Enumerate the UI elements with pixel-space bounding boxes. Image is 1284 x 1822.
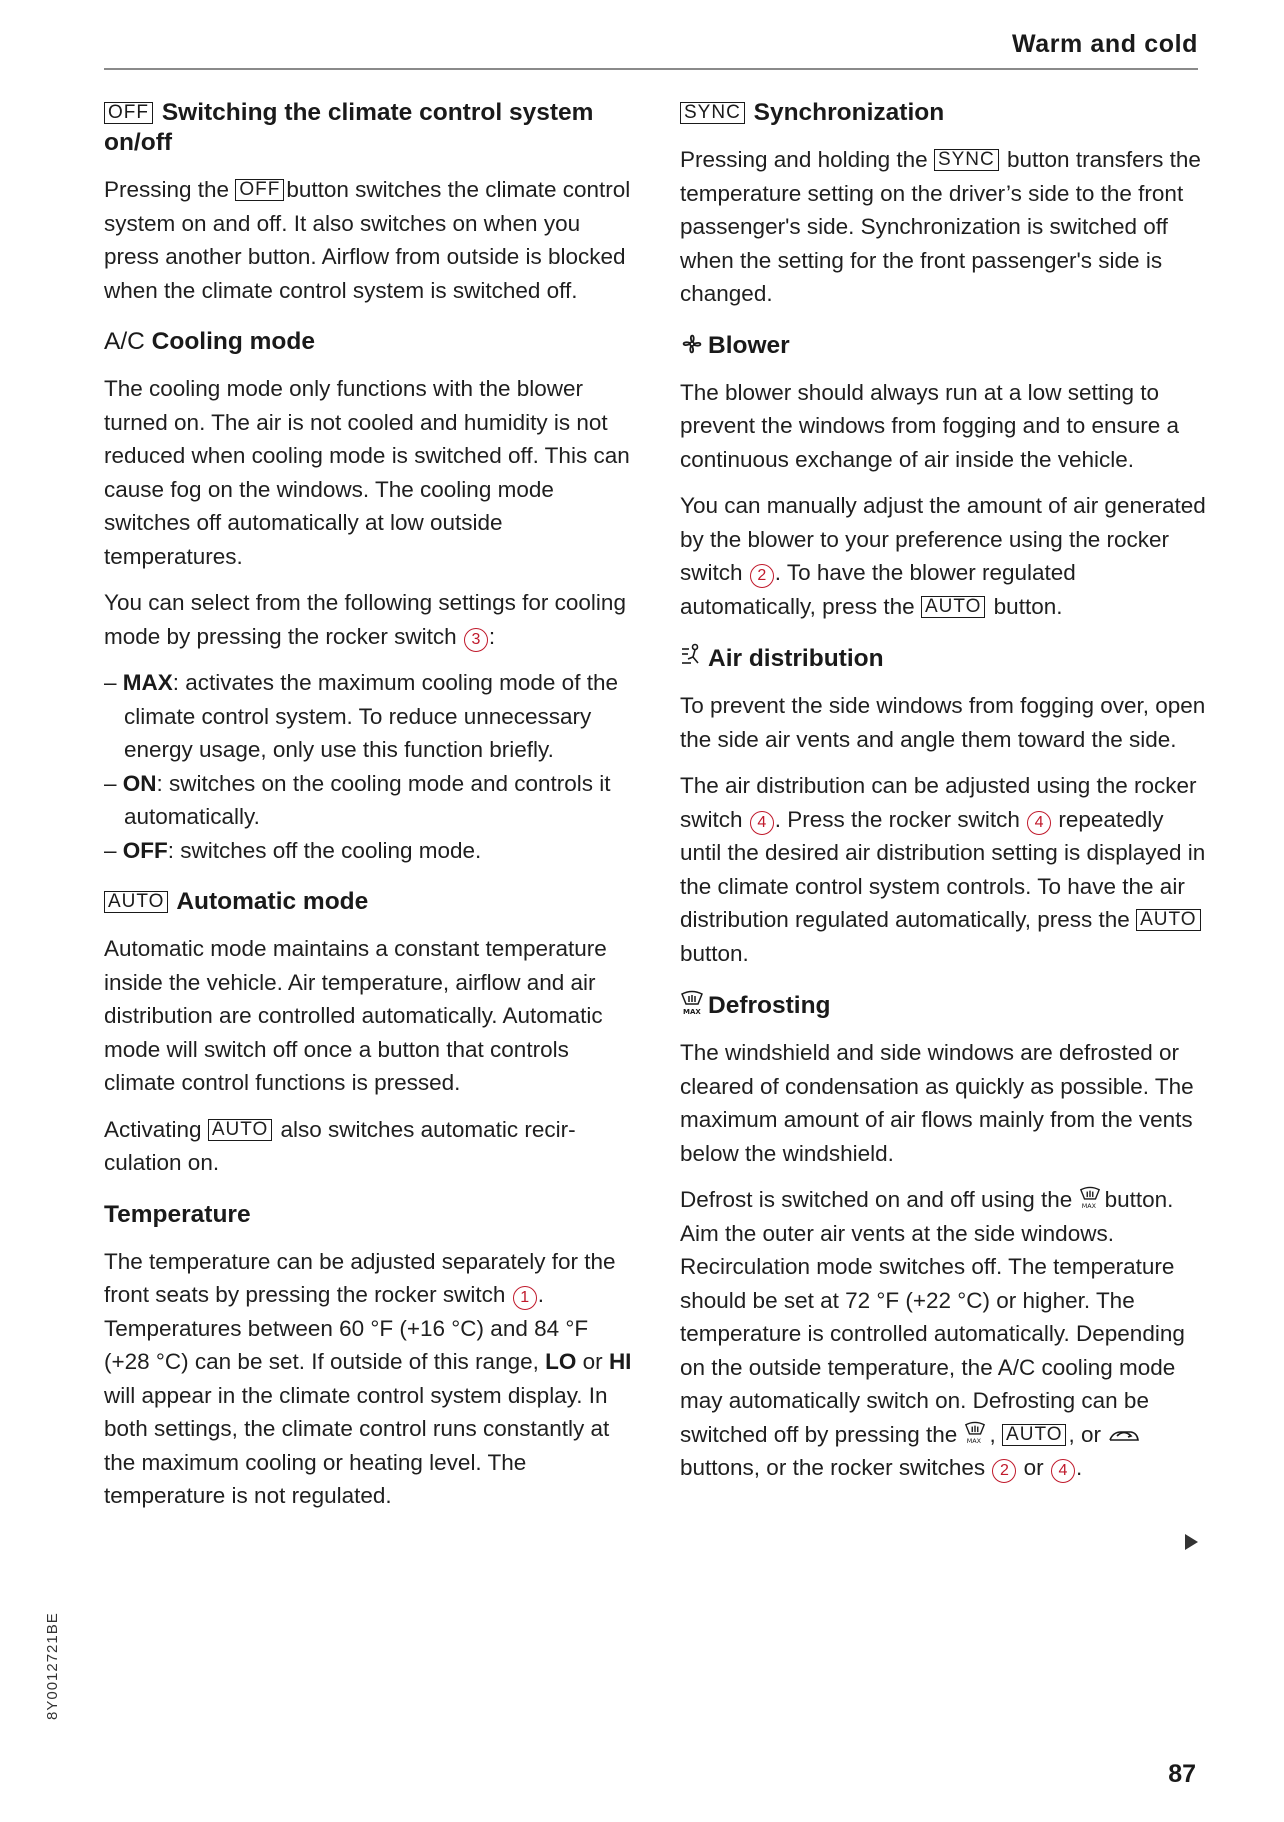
text: : bbox=[488, 623, 496, 649]
section-temperature bbox=[104, 1200, 634, 1513]
section-synchronization bbox=[680, 98, 1210, 311]
heading-air-distribution bbox=[680, 643, 1210, 674]
list-text: : activates the maximum cooling mode of the climate control system. To reduce unnecessary energy usage, only use this function briefly. bbox=[124, 670, 618, 762]
paragraph: Automatic mode maintains a constant temperature inside the vehicle. Air temperature, airflow and air distribution are controlled automatically. Automatic mode will switch off once a button that controls climate control functions is pressed. bbox=[104, 936, 607, 1095]
text: button. bbox=[680, 940, 749, 966]
paragraph bbox=[104, 1113, 634, 1180]
list-item: – OFF: switches off the cooling mode. bbox=[104, 837, 482, 863]
callout-number-4: 4 bbox=[1051, 1459, 1075, 1483]
paragraph bbox=[104, 1245, 634, 1513]
text: . bbox=[1075, 1455, 1083, 1480]
paragraph bbox=[680, 489, 1210, 623]
paragraph: The cooling mode only functions with the blower turned on. The air is not cooled and humidity is not reduced when cooling mode is switched off. This can cause fog on the windows. The cooling mode switches off automatically at low outside temperatures. bbox=[104, 376, 630, 569]
heading-automatic-mode bbox=[104, 887, 634, 917]
text: . Press the rocker switch bbox=[774, 806, 1020, 832]
sync-key-label: SYNC bbox=[934, 149, 999, 171]
paragraph: To prevent the side windows from fogging over, open the side air vents and angle them toward the side. bbox=[680, 693, 1206, 752]
cooling-settings-list bbox=[104, 666, 634, 867]
paragraph bbox=[680, 1183, 1210, 1485]
list-text: : switches on the cooling mode and controls it automatically. bbox=[124, 770, 611, 829]
text: , bbox=[989, 1421, 996, 1447]
svg-text:MAX: MAX bbox=[1081, 1202, 1096, 1210]
defrost-max-icon bbox=[680, 990, 704, 1016]
text: Pressing and holding the bbox=[680, 147, 928, 172]
text: The temperature can be adjusted separately for the front seats by pressing the rocker switch bbox=[104, 1248, 616, 1307]
text: You can select from the following settings for cooling mode by pressing the rocker switch bbox=[104, 590, 626, 649]
text: buttons, or the rocker switches bbox=[680, 1455, 986, 1480]
list-item: – MAX: activates the maximum cooling mode of the climate control system. To reduce unnecessary energy usage, only use this function briefly. bbox=[104, 670, 618, 762]
text: You can manually adjust the amount of air generated by the blower to your preference using the rocker switch bbox=[680, 493, 1206, 585]
heading-switching-onoff bbox=[104, 98, 634, 158]
auto-key-label: AUTO bbox=[1002, 1424, 1066, 1446]
heading-text: Automatic mode bbox=[176, 888, 369, 915]
callout-number-2: 2 bbox=[750, 564, 774, 588]
auto-key-label: AUTO bbox=[921, 596, 985, 618]
paragraph bbox=[104, 173, 634, 307]
paragraph bbox=[680, 143, 1210, 311]
list-item: – ON: switches on the cooling mode and controls it automatically. bbox=[104, 770, 611, 829]
auto-key-label: AUTO bbox=[208, 1119, 272, 1141]
air-distribution-icon bbox=[680, 643, 704, 669]
sync-key-label: SYNC bbox=[680, 102, 745, 124]
fan-icon bbox=[680, 332, 704, 356]
heading-text: Synchronization bbox=[753, 99, 945, 126]
section-defrosting bbox=[680, 990, 1210, 1485]
ac-label: A/C bbox=[104, 328, 145, 355]
left-column bbox=[104, 98, 634, 1533]
section-header-title: Warm and cold bbox=[1011, 30, 1198, 58]
heading-cooling-mode bbox=[104, 327, 634, 357]
heading-text: Blower bbox=[708, 331, 790, 359]
paragraph: The blower should always run at a low setting to prevent the windows from fogging and to ensure a continuous exchange of air inside the vehicle. bbox=[680, 379, 1180, 472]
heading-temperature: Temperature bbox=[104, 1200, 251, 1228]
auto-key-label: AUTO bbox=[104, 891, 168, 913]
text: . Temperatures between 60 °F (+16 °C) and 84 °F (+28 °C) can be set. If outside of this range, bbox=[104, 1282, 589, 1374]
text: will appear in the climate control system display. In both settings, the climate control runs constantly at the maximum cooling or heating level. The temperature is not regulated. bbox=[104, 1382, 610, 1508]
section-cooling-mode bbox=[104, 327, 634, 867]
defrost-max-icon bbox=[964, 1421, 986, 1445]
heading-text: Defrosting bbox=[708, 992, 831, 1019]
text: repeatedly until the desired air distribution setting is displayed in the climate control system controls. To have the air distribution regulated automatically, press the bbox=[680, 806, 1206, 932]
svg-text:MAX: MAX bbox=[683, 1008, 701, 1016]
text: or bbox=[1023, 1455, 1044, 1480]
text: button. bbox=[993, 593, 1063, 619]
text: Activating bbox=[104, 1116, 202, 1142]
text: button transfers the temperature setting on the driver’s side to the front passenger's side. Synchronization is switched off when the setting for the front passenger's side is changed. bbox=[680, 147, 1201, 306]
text: Defrost is switched on and off using the bbox=[680, 1187, 1073, 1212]
heading-synchronization bbox=[680, 98, 1210, 128]
text: button switches the climate control system on and off. It also switches on when you press another button. Airflow from outside is blocked when the climate control system is switched off. bbox=[104, 177, 631, 303]
auto-key-label: AUTO bbox=[1136, 909, 1200, 931]
off-key-label: OFF bbox=[104, 102, 153, 124]
right-column bbox=[680, 98, 1210, 1505]
paragraph bbox=[680, 769, 1210, 970]
paragraph bbox=[104, 586, 634, 653]
document-code: 8Y0012721BE bbox=[44, 1612, 61, 1720]
callout-number-4: 4 bbox=[1027, 811, 1051, 835]
section-air-distribution bbox=[680, 643, 1210, 970]
callout-number-4: 4 bbox=[750, 811, 774, 835]
heading-text: Cooling mode bbox=[151, 328, 315, 355]
page-number: 87 bbox=[1168, 1760, 1196, 1788]
section-switching-onoff bbox=[104, 98, 634, 307]
paragraph: The windshield and side windows are defrosted or cleared of condensation as quickly as possible. The maximum amount of air flows mainly from the vents below the windshield. bbox=[680, 1040, 1194, 1166]
text: or bbox=[582, 1349, 603, 1374]
list-text: : switches off the cooling mode. bbox=[167, 837, 482, 863]
text: Pressing the bbox=[104, 177, 230, 202]
list-term: OFF bbox=[122, 837, 168, 863]
header-divider bbox=[104, 68, 1198, 70]
defrost-max-icon bbox=[1079, 1186, 1101, 1210]
lo-label: LO bbox=[545, 1349, 577, 1374]
heading-defrosting bbox=[680, 990, 1210, 1021]
callout-number-2: 2 bbox=[992, 1459, 1016, 1483]
section-automatic-mode bbox=[104, 887, 634, 1180]
heading-text: Switching the climate control system on/off bbox=[104, 99, 594, 156]
text: . To have the blower regulated automatically, press the bbox=[680, 560, 1076, 619]
text: The air distribution can be adjusted using the rocker switch bbox=[680, 773, 1197, 832]
recirculation-icon bbox=[1107, 1427, 1141, 1445]
list-term: MAX bbox=[122, 670, 173, 695]
heading-text: Air distribution bbox=[708, 645, 884, 672]
svg-text:MAX: MAX bbox=[966, 1436, 981, 1445]
text: also switches automatic recirculation on. bbox=[104, 1116, 576, 1175]
text: , or bbox=[1068, 1421, 1101, 1447]
callout-number-1: 1 bbox=[513, 1286, 537, 1310]
off-key-label: OFF bbox=[235, 179, 284, 201]
section-blower bbox=[680, 331, 1210, 624]
hi-label: HI bbox=[608, 1349, 632, 1374]
text: button. Aim the outer air vents at the side windows. Recirculation mode switches off. The temperature should be set at 72 °F (+22 °C) or higher. The temperature is controlled automatically. Depending on the outside temperature, the A/C cooling mode may automatically switch on. Defrosting can be switched off by pressing the bbox=[680, 1187, 1185, 1447]
next-page-arrow-icon bbox=[1185, 1534, 1198, 1550]
callout-number-3: 3 bbox=[464, 628, 488, 652]
heading-blower bbox=[680, 331, 1210, 361]
list-term: ON bbox=[122, 770, 157, 796]
